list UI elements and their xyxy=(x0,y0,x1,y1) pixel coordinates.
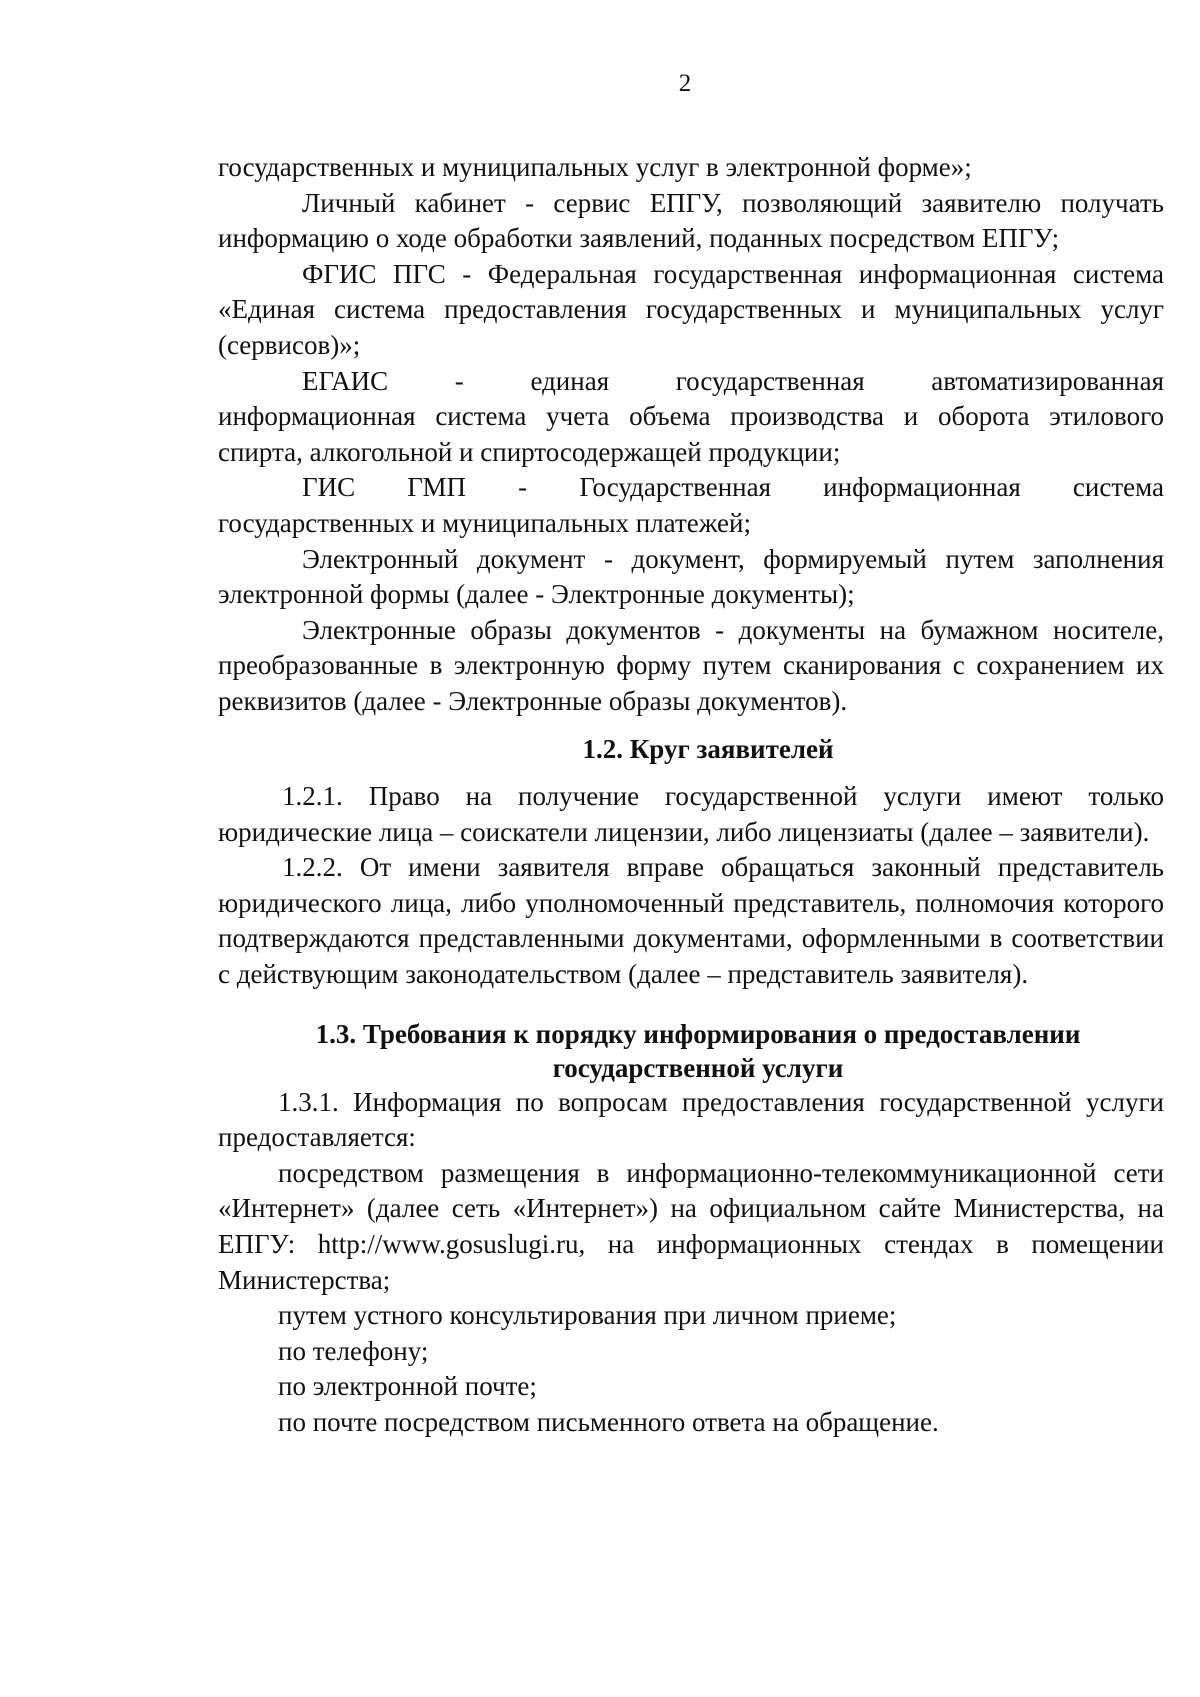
section-heading-1-3-line1: 1.3. Требования к порядку информирования о предоставлении xyxy=(315,1018,1081,1049)
definition-personal-cabinet: Личный кабинет - сервис ЕПГУ, позволяющий заявителю получать информацию о ходе обработки заявлений, поданных посредством ЕПГУ; xyxy=(218,187,1164,254)
definition-electronic-document: Электронный документ - документ, формируемый путем заполнения электронной формы (далее - Электронные документы); xyxy=(218,543,1164,610)
list-item: путем устного консультирования при личном приеме; xyxy=(278,1300,897,1331)
section-heading-1-3 xyxy=(218,1017,1164,1085)
paragraph-internet-channel: посредством размещения в информационно-телекоммуникационной сети «Интернет» (далее сеть «Интернет») на официальном сайте Министерства, на ЕПГУ: http://www.gosuslugi.ru, на информационных стендах в помещении Министерства; xyxy=(218,1157,1164,1295)
list-item: по электронной почте; xyxy=(278,1371,537,1402)
document-body xyxy=(218,150,1164,1441)
list-item: по телефону; xyxy=(278,1335,429,1366)
paragraph-1-2-2: 1.2.2. От имени заявителя вправе обращаться законный представитель юридического лица, либо уполномоченный представитель, полномочия которого подтверждаются представленными документами, оформленными в соответствии с действующим законодательством (далее – представитель заявителя). xyxy=(218,852,1164,990)
paragraph-1-3-1: 1.3.1. Информация по вопросам предоставления государственной услуги предоставляется: xyxy=(218,1086,1164,1153)
list-item: по почте посредством письменного ответа на обращение. xyxy=(278,1407,939,1437)
page-number: 2 xyxy=(678,70,692,97)
definition-egais-line1: ЕГАИС - единая государственная автоматизированная xyxy=(302,365,1164,396)
definition-gis-gmp-line1: ГИС ГМП - Государственная информационная система xyxy=(302,472,1164,503)
paragraph-continuation: государственных и муниципальных услуг в электронной форме»; xyxy=(218,152,972,182)
definition-fgis-pgs: ФГИС ПГС - Федеральная государственная информационная система «Единая система предоставления государственных и муниципальных услуг (сервисов)»; xyxy=(218,258,1164,360)
section-heading-1-2: 1.2. Круг заявителей xyxy=(582,733,834,764)
paragraph-1-2-1: 1.2.1. Право на получение государственной услуги имеют только юридические лица – соискатели лицензии, либо лицензиаты (далее – заявители). xyxy=(218,781,1164,847)
definition-electronic-images: Электронные образы документов - документы на бумажном носителе, преобразованные в электронную форму путем сканирования с сохранением их реквизитов (далее - Электронные образы документов). xyxy=(218,614,1164,716)
definition-gis-gmp-rest: государственных и муниципальных платежей; xyxy=(218,507,751,538)
section-heading-1-3-line2: государственной услуги xyxy=(552,1052,844,1083)
definition-egais-rest: информационная система учета объема производства и оборота этилового спирта, алкогольной и спиртосодержащей продукции; xyxy=(218,401,1164,467)
